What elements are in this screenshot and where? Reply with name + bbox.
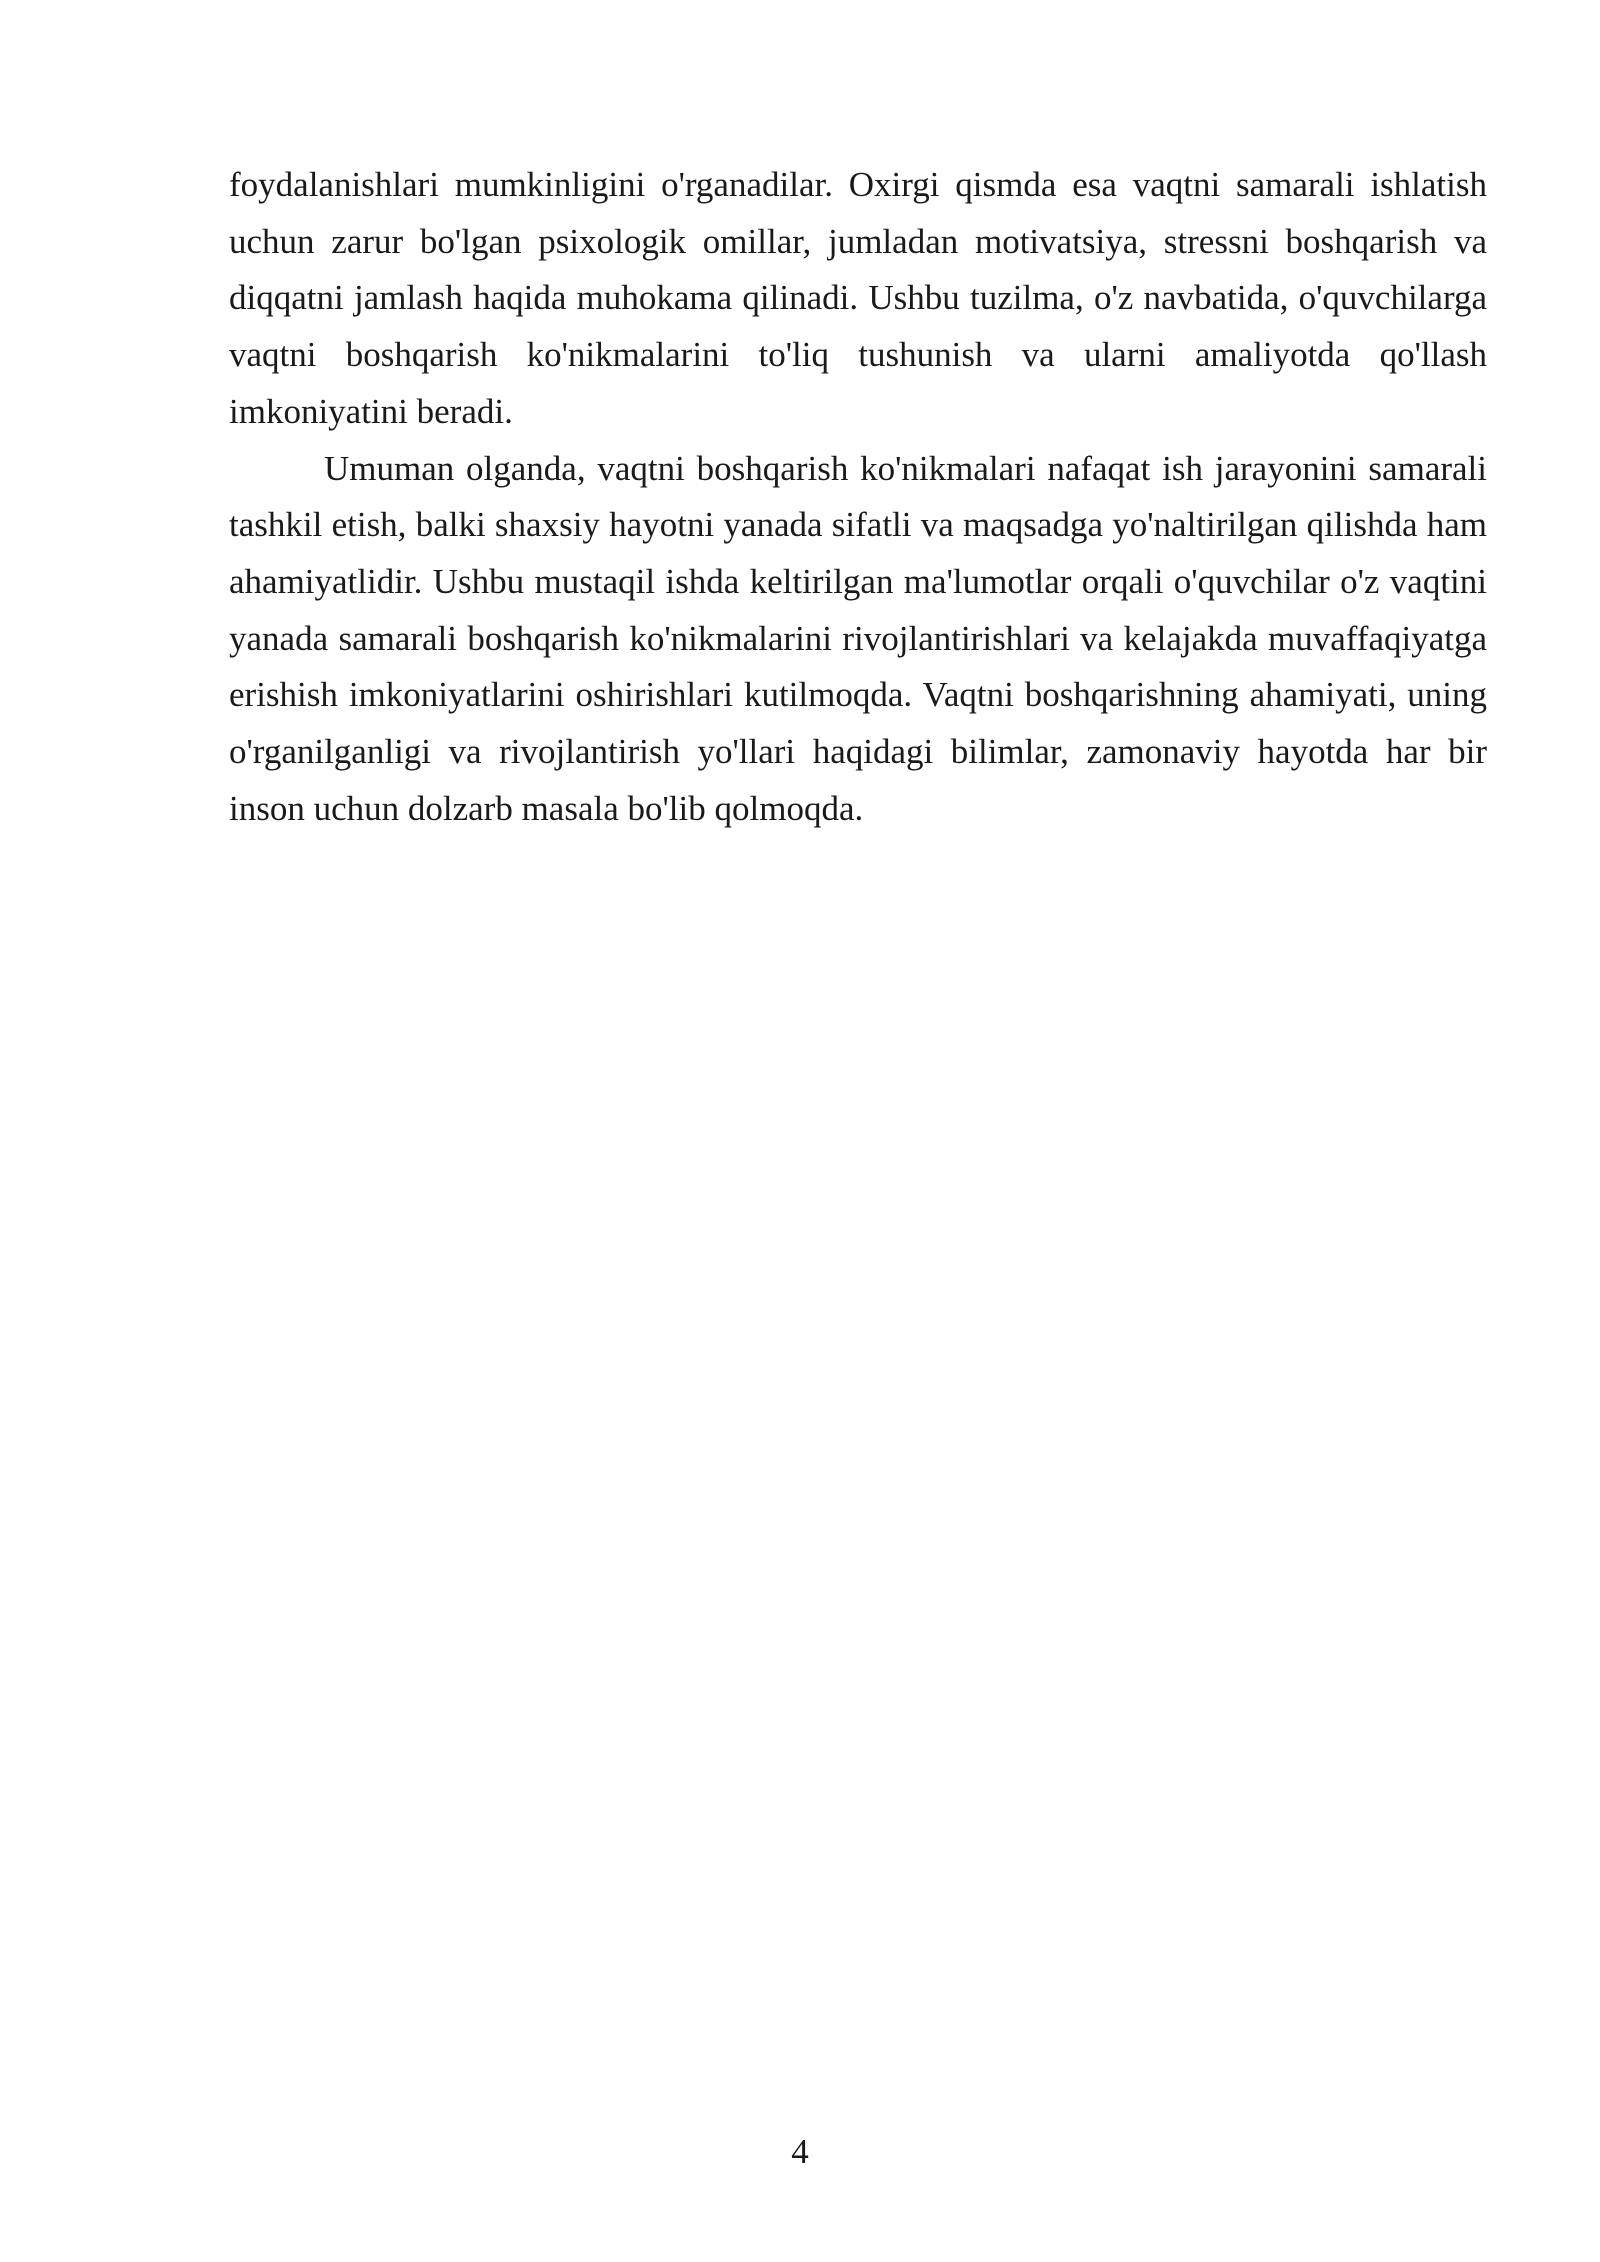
- paragraph-conclusion: Umuman olganda, vaqtni boshqarish ko'nikmalari nafaqat ish jarayonini samarali tashkil etish, balki shaxsiy hayotni yanada sifatli va maqsadga yo'naltirilgan qilishda ham ahamiyatlidir. Ushbu mustaqil ishda keltirilgan ma'lumotlar orqali o'quvchilar o'z vaqtini yanada samarali boshqarish ko'nikmalarini rivojlantirishlari va kelajakda muvaffaqiyatga erishish imkoniyatlarini oshirishlari kutilmoqda. Vaqtni boshqarishning ahamiyati, uning o'rganilganligi va rivojlantirish yo'llari haqidagi bilimlar, zamonaviy hayotda har bir inson uchun dolzarb masala bo'lib qolmoqda.: [229, 448, 1487, 828]
- paragraph-continuation: foydalanishlari mumkinligini o'rganadilar. Oxirgi qismda esa vaqtni samarali ishlatish uchun zarur bo'lgan psixologik omillar, jumladan motivatsiya, stressni boshqarish va diqqatni jamlash haqida muhokama qilinadi. Ushbu tuzilma, o'z navbatida, o'quvchilarga vaqtni boshqarish ko'nikmalarini to'liq tushunish va ularni amaliyotda qo'llash imkoniyatini beradi.: [229, 165, 1487, 431]
- body-text: [229, 157, 1487, 837]
- page-number: 4: [791, 2132, 809, 2171]
